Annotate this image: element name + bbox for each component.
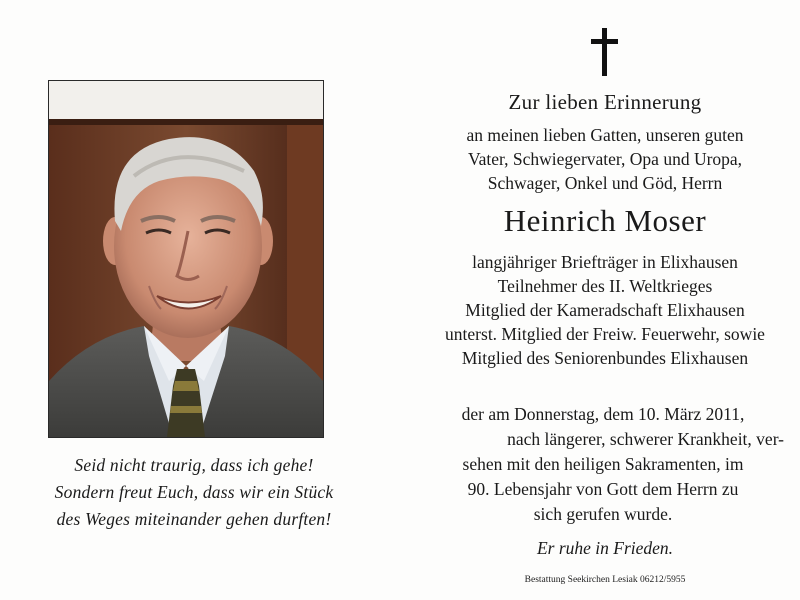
intro-line-1: an meinen lieben Gatten, unseren guten: [466, 125, 744, 145]
poem-line-2: Sondern freut Euch, dass wir ein Stück: [54, 482, 334, 502]
obituary-line-4: 90. Lebensjahr von Gott dem Herrn zu: [467, 479, 739, 499]
obituary-line-1: der am Donnerstag, dem 10. März 2011,: [461, 404, 745, 424]
obituary-line-5: sich gerufen wurde.: [533, 504, 673, 524]
memorial-heading: Zur lieben Erinnerung: [508, 90, 702, 114]
role-line-3: Mitglied der Kameradschaft Elixhausen: [465, 300, 745, 320]
obituary-line-3: sehen mit den heiligen Sakramenten, im: [462, 454, 744, 474]
portrait-photo: [48, 80, 324, 438]
closing-blessing: Er ruhe in Frieden.: [536, 538, 674, 558]
poem-line-1: Seid nicht traurig, dass ich gehe!: [74, 455, 314, 475]
obituary-block: [422, 402, 784, 527]
memorial-text: [415, 88, 795, 370]
intro-block: [415, 123, 795, 195]
memorial-poem: [14, 452, 374, 533]
poem-line-3: des Weges miteinander gehen durften!: [56, 509, 332, 529]
portrait-image: [49, 81, 323, 437]
deceased-name: Heinrich Moser: [503, 203, 707, 238]
obituary-line-2: nach längerer, schwerer Krankheit, ver-: [507, 429, 784, 449]
roles-block: [415, 250, 795, 370]
intro-line-3: Schwager, Onkel und Göd, Herrn: [487, 173, 723, 193]
role-line-4: unterst. Mitglied der Freiw. Feuerwehr, sowie: [445, 324, 765, 344]
role-line-5: Mitglied des Seniorenbundes Elixhausen: [461, 348, 749, 368]
intro-line-2: Vater, Schwiegervater, Opa und Uropa,: [467, 149, 743, 169]
role-line-2: Teilnehmer des II. Weltkrieges: [497, 276, 713, 296]
role-line-1: langjähriger Briefträger in Elixhausen: [472, 252, 738, 272]
cross-icon: [583, 26, 627, 78]
funeral-home-footer: Bestattung Seekirchen Lesiak 06212/5955: [524, 575, 686, 585]
